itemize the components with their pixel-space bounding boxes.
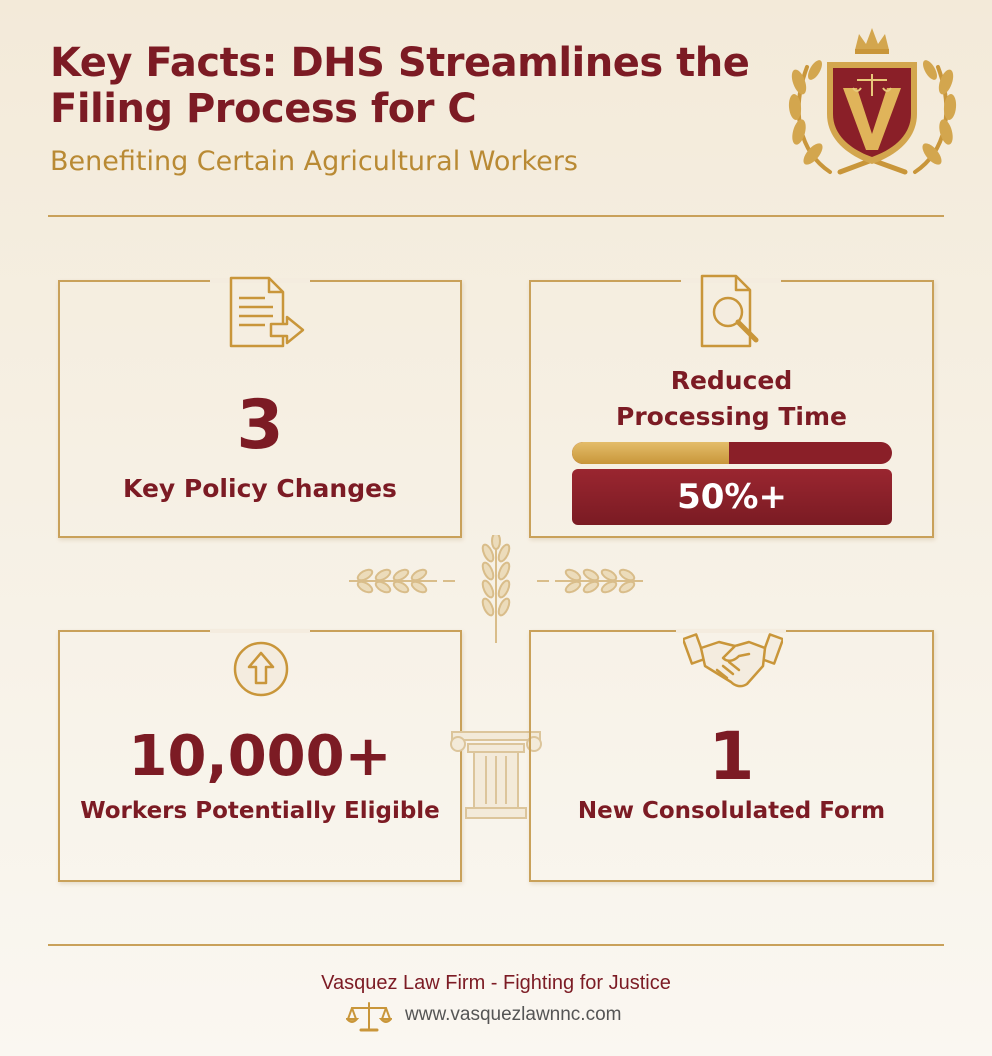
wheat-icon xyxy=(345,535,647,645)
processing-time-card xyxy=(529,280,934,538)
firm-logo xyxy=(785,22,960,187)
up-arrow-circle-icon xyxy=(228,636,294,702)
website-link[interactable]: www.vasquezlawnnc.com xyxy=(405,1004,622,1025)
firm-tagline: Vasquez Law Firm - Fighting for Justice xyxy=(321,972,671,994)
footer-divider xyxy=(48,944,944,946)
scales-icon xyxy=(346,1000,392,1034)
policy-changes-value: 3 xyxy=(236,386,284,465)
consolidated-form-value: 1 xyxy=(708,718,755,795)
document-search-icon xyxy=(696,272,772,352)
eligible-workers-label: Workers Potentially Eligible xyxy=(80,798,440,824)
document-arrow-icon xyxy=(225,274,309,356)
policy-changes-label: Key Policy Changes xyxy=(123,474,397,503)
processing-progress-fill xyxy=(572,442,729,464)
eligible-workers-value: 10,000+ xyxy=(128,724,392,789)
eligible-workers-card xyxy=(58,630,462,882)
consolidated-form-card xyxy=(529,630,934,882)
processing-progress-bar xyxy=(572,442,892,464)
processing-time-value: 50%+ xyxy=(572,469,892,525)
header-divider xyxy=(48,215,944,217)
processing-time-label-line1: Reduced xyxy=(670,366,793,395)
policy-changes-card xyxy=(58,280,462,538)
handshake-icon xyxy=(683,626,783,696)
processing-time-label-line2: Processing Time xyxy=(616,402,847,431)
consolidated-form-label: New Consolulated Form xyxy=(577,798,886,824)
page-subtitle: Benefiting Certain Agricultural Workers xyxy=(50,146,578,177)
page-title: Key Facts: DHS Streamlines the Filing Process for C xyxy=(50,40,750,132)
